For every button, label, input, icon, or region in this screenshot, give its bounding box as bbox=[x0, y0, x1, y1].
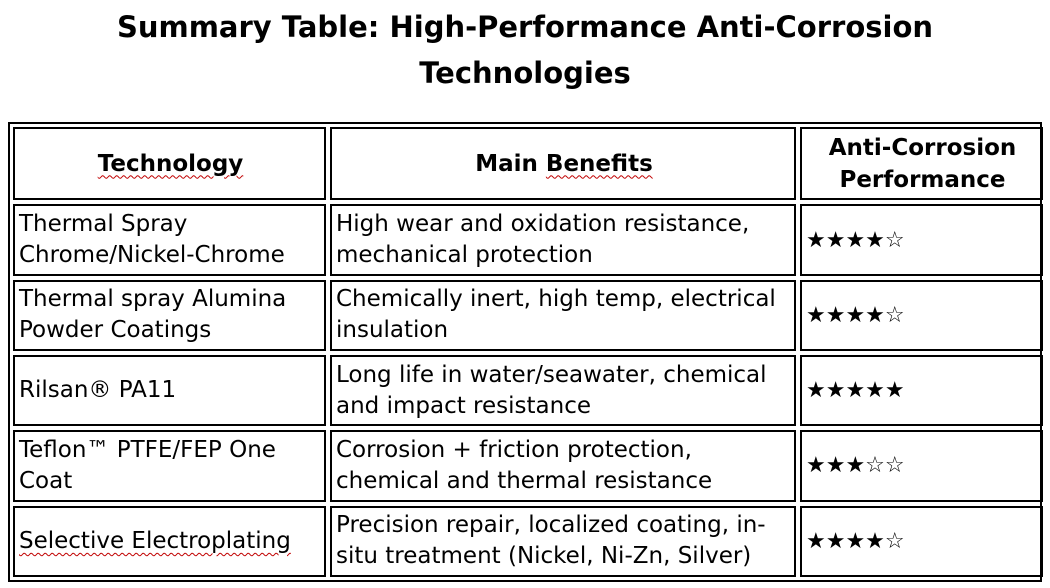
title-line-1: Summary Table: High-Performance Anti-Corrosion bbox=[116, 10, 934, 44]
cell-benefits: Corrosion + friction protection, chemical and thermal resistance bbox=[330, 430, 796, 501]
cell-benefits: High wear and oxidation resistance, mechanical protection bbox=[330, 204, 796, 275]
table-row bbox=[13, 355, 1043, 426]
header-performance bbox=[800, 127, 1043, 200]
summary-table bbox=[9, 123, 1047, 581]
cell-rating bbox=[800, 506, 1043, 577]
table-row bbox=[13, 204, 1043, 275]
table-row bbox=[13, 280, 1043, 351]
cell-technology: Teflon™ PTFE/FEP One Coat bbox=[13, 430, 326, 501]
cell-benefits: Precision repair, localized coating, in-situ treatment (Nickel, Ni-Zn, Silver) bbox=[330, 506, 796, 577]
table-row bbox=[13, 506, 1043, 577]
header-benefits-word2: Benefits bbox=[545, 150, 653, 177]
summary-table-frame bbox=[8, 122, 1042, 582]
cell-rating bbox=[800, 355, 1043, 426]
cell-rating bbox=[800, 430, 1043, 501]
header-technology-label: Technology bbox=[97, 150, 244, 177]
star-rating-icon: ★★★★☆ bbox=[806, 528, 905, 554]
header-technology bbox=[13, 127, 326, 200]
table-header-row bbox=[13, 127, 1043, 200]
page-title bbox=[0, 4, 1050, 96]
cell-technology-text: Selective Electroplating bbox=[19, 527, 291, 554]
cell-benefits: Long life in water/seawater, chemical and impact resistance bbox=[330, 355, 796, 426]
cell-technology: Rilsan® PA11 bbox=[13, 355, 326, 426]
cell-rating bbox=[800, 204, 1043, 275]
star-rating-icon: ★★★★★ bbox=[806, 378, 905, 404]
header-benefits-word1: Main bbox=[475, 150, 538, 177]
header-performance-label: Anti-Corrosion Performance bbox=[828, 134, 1017, 193]
cell-technology: Thermal Spray Chrome/Nickel-Chrome bbox=[13, 204, 326, 275]
table-row bbox=[13, 430, 1043, 501]
star-rating-icon: ★★★★☆ bbox=[806, 227, 905, 253]
star-rating-icon: ★★★☆☆ bbox=[806, 453, 905, 479]
star-rating-icon: ★★★★☆ bbox=[806, 302, 905, 328]
cell-benefits: Chemically inert, high temp, electrical insulation bbox=[330, 280, 796, 351]
cell-rating bbox=[800, 280, 1043, 351]
title-line-2: Technologies bbox=[419, 56, 631, 90]
cell-technology bbox=[13, 506, 326, 577]
cell-technology: Thermal spray Alumina Powder Coatings bbox=[13, 280, 326, 351]
header-main-benefits bbox=[330, 127, 796, 200]
